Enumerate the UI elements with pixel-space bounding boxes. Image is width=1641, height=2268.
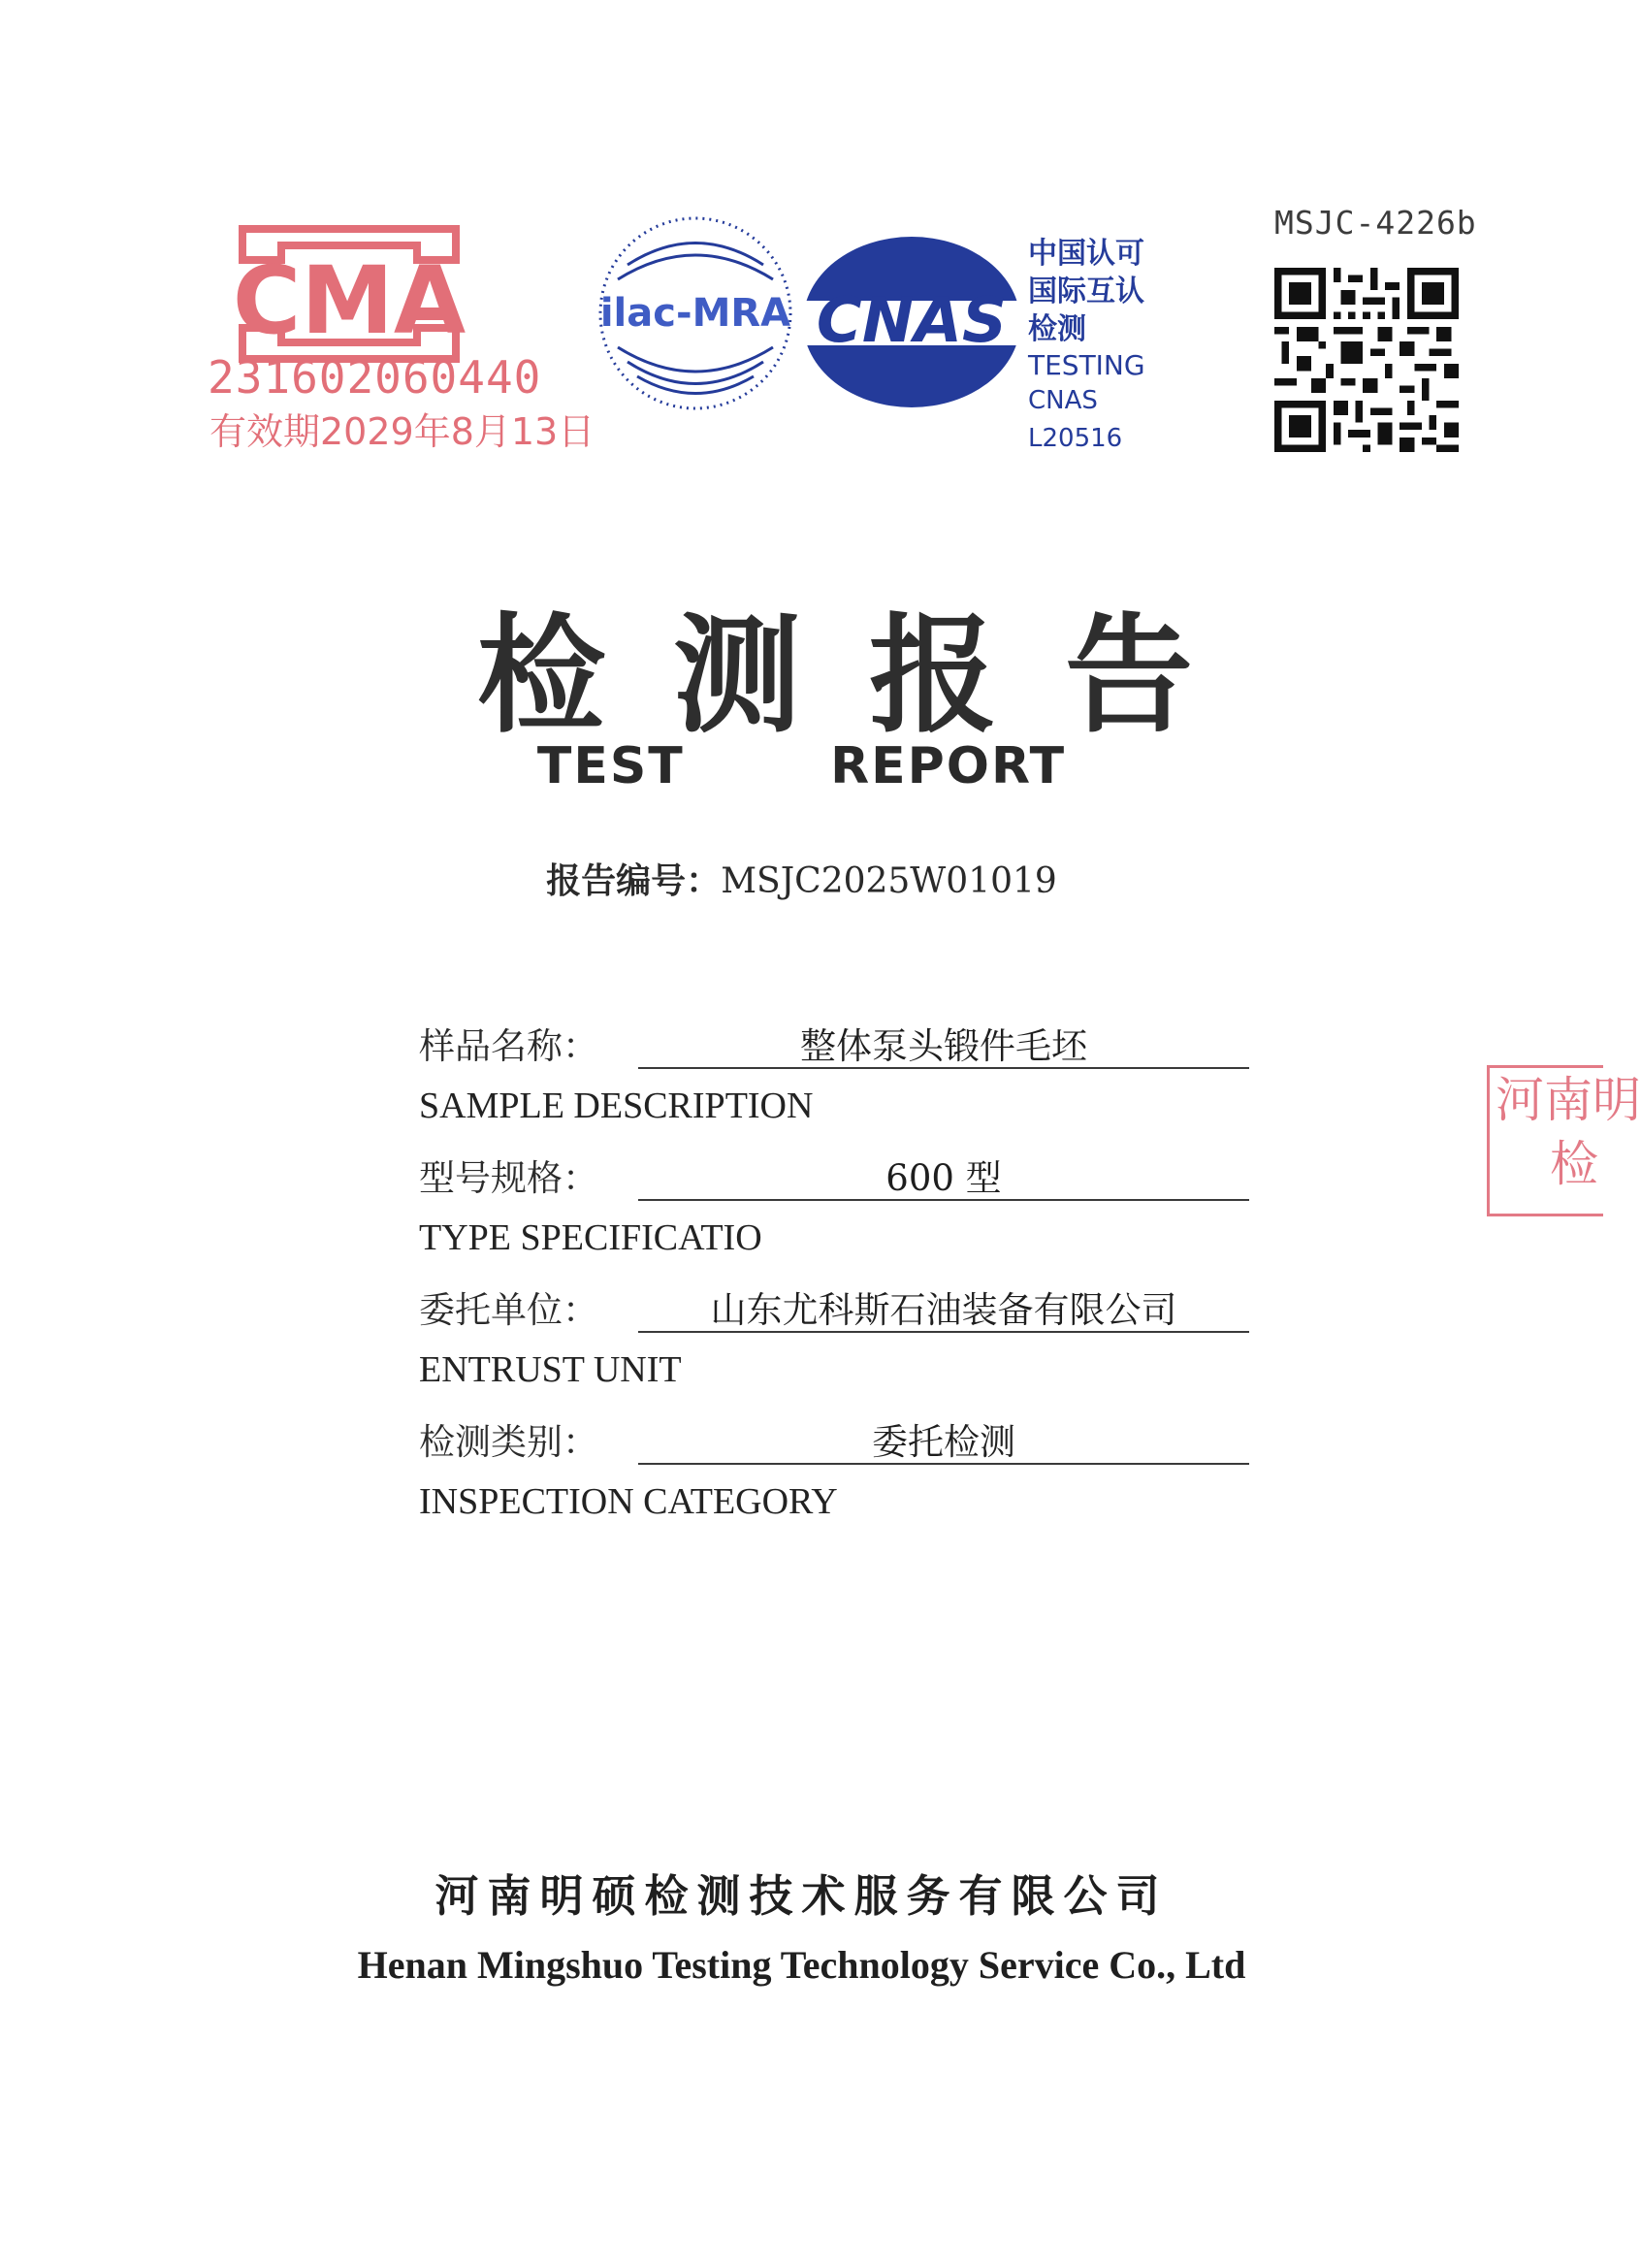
- inspection-category-value: 委托检测: [872, 1421, 1015, 1463]
- company-name-en: Henan Mingshuo Testing Technology Service Co., Ltd: [357, 1943, 1246, 1987]
- cma-logo-text: CMA: [232, 246, 467, 355]
- ilac-mra-emblem: [594, 211, 797, 415]
- cnas-line-1: 中国认可: [1028, 237, 1144, 271]
- inspection-category-label-cn: 检测类别：: [419, 1421, 598, 1463]
- page-title-cn: 检测报告: [477, 600, 1261, 751]
- sample-description-underline: [638, 1067, 1249, 1069]
- inspection-category-underline: [638, 1463, 1249, 1465]
- report-number-value: MSJC2025W01019: [721, 861, 1057, 901]
- cnas-line-3: 检测: [1028, 312, 1086, 346]
- cnas-logo: [795, 233, 1038, 412]
- inspection-category-label-en: INSPECTION CATEGORY: [419, 1481, 838, 1522]
- sample-description-label-cn: 样品名称：: [419, 1025, 598, 1067]
- sample-description-label-en: SAMPLE DESCRIPTION: [419, 1085, 814, 1126]
- ilac-logo-text: ilac-MRA: [599, 291, 791, 336]
- cnas-logo-text: CNAS: [816, 285, 1008, 357]
- cnas-line-2: 国际互认: [1028, 275, 1144, 308]
- qr-code-icon: [1274, 268, 1459, 452]
- type-specification-underline: [638, 1199, 1249, 1201]
- cnas-line-5: CNAS L20516: [1028, 386, 1123, 453]
- company-name-cn: 河南明硕检测技术服务有限公司: [434, 1870, 1169, 1922]
- entrust-unit-value: 山东尤科斯石油装备有限公司: [710, 1289, 1177, 1331]
- cma-number: 231602060440: [208, 351, 542, 404]
- edge-stamp: [1487, 1065, 1641, 1216]
- entrust-unit-label-en: ENTRUST UNIT: [419, 1349, 682, 1390]
- sample-description-value: 整体泵头锻件毛坯: [800, 1025, 1087, 1067]
- edge-stamp-line-2: 检: [1550, 1136, 1598, 1192]
- entrust-unit-label-cn: 委托单位：: [419, 1289, 598, 1331]
- report-number-label: 报告编号：: [546, 861, 722, 901]
- report-number: [0, 854, 1603, 903]
- edge-stamp-line-1: 河南明: [1496, 1072, 1641, 1128]
- page-title-en: TEST REPORT: [536, 737, 1067, 795]
- type-specification-label-en: TYPE SPECIFICATIO: [419, 1217, 762, 1258]
- document-code: MSJC-4226b: [1274, 204, 1477, 242]
- type-specification-value: 600 型: [885, 1157, 1002, 1199]
- cnas-line-4: TESTING: [1028, 349, 1145, 381]
- cnas-accreditation-text: [1028, 235, 1164, 458]
- entrust-unit-underline: [638, 1331, 1249, 1333]
- cma-seal-logo: [213, 221, 485, 367]
- cma-validity: 有效期2029年8月13日: [209, 410, 595, 453]
- type-specification-label-cn: 型号规格：: [419, 1157, 598, 1199]
